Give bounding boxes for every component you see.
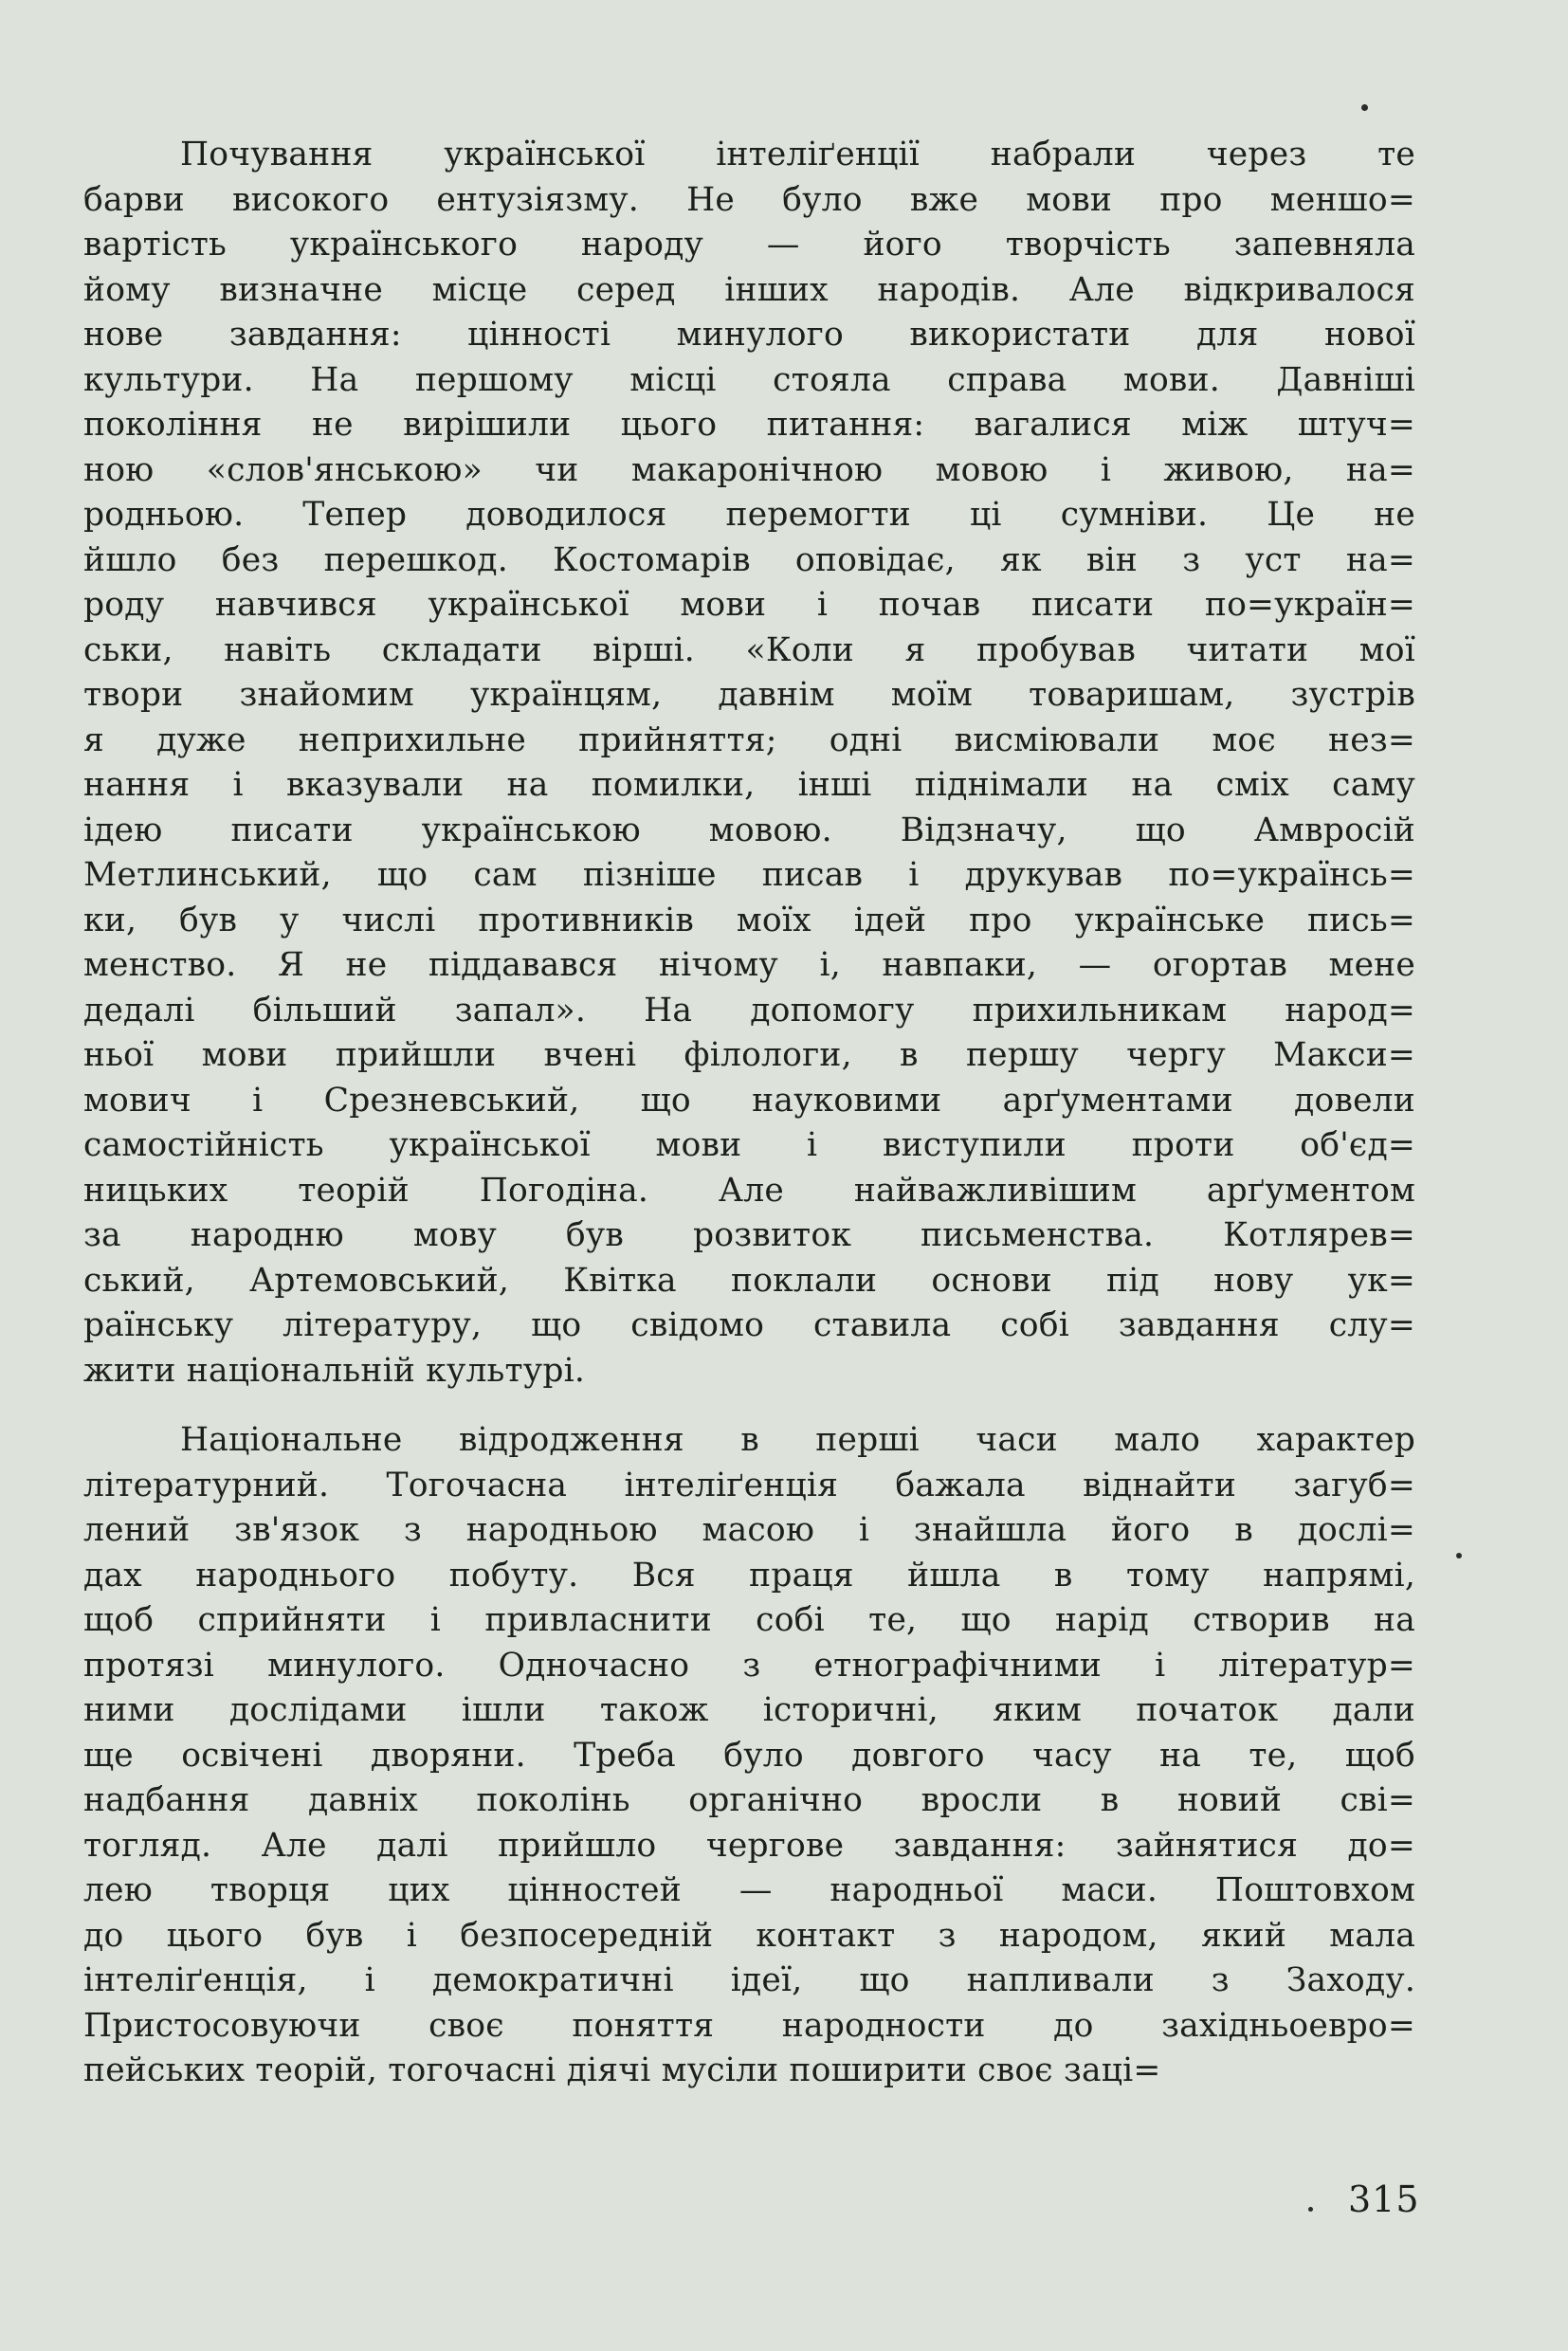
text-line: літературний. Тогочасна інтеліґенція бажала віднайти загуб=	[83, 1466, 1415, 1504]
text-line: тогляд. Але далі прийшло чергове завдання: зайнятися до=	[83, 1826, 1415, 1865]
text-line: ною «слов'янською» чи макаронічною мовою і живою, на=	[83, 450, 1415, 489]
ink-speck	[1308, 2207, 1313, 2212]
page-number: 315	[1348, 2178, 1420, 2220]
text-line: лею творця цих цінностей — народньої маси. Поштовхом	[83, 1871, 1415, 1909]
text-line: до цього був і безпосередній контакт з народом, який мала	[83, 1916, 1415, 1955]
text-line: Національне відродження в перші часи мало характер	[180, 1421, 1415, 1459]
text-line: ськи, навіть складати вірші. «Коли я пробував читати мої	[83, 630, 1415, 669]
text-line: надбання давніх поколінь органічно вросли в новий сві=	[83, 1781, 1415, 1819]
text-line: вартість українського народу — його творчість запевняла	[83, 226, 1415, 264]
text-line: лений зв'язок з народньою масою і знайшла його в дослі=	[83, 1511, 1415, 1549]
text-line: роду навчився української мови і почав писати по=україн=	[83, 586, 1415, 624]
ink-speck	[1456, 1553, 1462, 1558]
text-line: нання і вказували на помилки, інші піднімали на сміх саму	[83, 766, 1415, 804]
text-line: йшло без перешкод. Костомарів оповідає, як він з уст на=	[83, 540, 1415, 579]
text-line: ними дослідами ішли також історичні, яким початок дали	[83, 1691, 1415, 1729]
text-line: пейських теорій, тогочасні діячі мусіли поширити своє заці=	[83, 2051, 1161, 2089]
text-line: Метлинський, що сам пізніше писав і друкував по=українсь=	[83, 856, 1415, 894]
text-line: ницьких теорій Погодіна. Але найважливішим арґументом	[83, 1171, 1415, 1210]
ink-speck	[1361, 104, 1368, 111]
text-line: ки, був у числі противників моїх ідей про українське пись=	[83, 901, 1415, 939]
text-line: твори знайомим українцям, давнім моїм товаришам, зустрів	[83, 676, 1415, 714]
text-line: родньою. Тепер доводилося перемогти ці сумніви. Це не	[83, 496, 1415, 534]
text-line: Почування української інтеліґенції набрали через те	[180, 136, 1415, 173]
text-line: нове завдання: цінності минулого використати для нової	[83, 316, 1415, 354]
text-line: інтеліґенція, і демократичні ідеї, що напливали з Заходу.	[83, 1961, 1415, 1999]
text-line: раїнську літературу, що свідомо ставила собі завдання слу=	[83, 1306, 1415, 1344]
text-line: протязі минулого. Одночасно з етнографічними і літератур=	[83, 1646, 1415, 1685]
text-line: я дуже неприхильне прийняття; одні висміювали моє нез=	[83, 720, 1415, 759]
text-line: йому визначне місце серед інших народів. Але відкривалося	[83, 270, 1415, 309]
paragraph-1	[83, 133, 1415, 1394]
paragraph-gap	[83, 1394, 1415, 1418]
text-line: за народню мову був розвиток письменства. Котлярев=	[83, 1216, 1415, 1254]
text-line: мович і Срезневський, що науковими арґументами довели	[83, 1081, 1415, 1120]
body-text	[83, 133, 1415, 2094]
text-line: покоління не вирішили цього питання: вагалися між штуч=	[83, 406, 1415, 444]
paragraph-2	[83, 1418, 1415, 2094]
text-line: ський, Артемовський, Квітка поклали основи під нову ук=	[83, 1261, 1415, 1300]
text-line: культури. На першому місці стояла справа мови. Давніші	[83, 360, 1415, 399]
text-line: дах народнього побуту. Вся праця йшла в тому напрямі,	[83, 1556, 1415, 1595]
text-line: ньої мови прийшли вчені філологи, в першу чергу Макси=	[83, 1036, 1415, 1074]
text-line: барви високого ентузіязму. Не було вже мови про меншо=	[83, 180, 1415, 219]
text-line: ідею писати українською мовою. Відзначу, що Амвросій	[83, 811, 1415, 849]
text-line: дедалі більший запал». На допомогу прихильникам народ=	[83, 991, 1415, 1030]
text-line: щоб сприйняти і привласнити собі те, що нарід створив на	[83, 1601, 1415, 1639]
text-line: жити національній культурі.	[83, 1351, 586, 1390]
text-line: самостійність української мови і виступили проти об'єд=	[83, 1126, 1415, 1164]
text-line: ще освічені дворяни. Треба було довгого часу на те, щоб	[83, 1736, 1415, 1775]
text-line: Пристосовуючи своє поняття народности до західньоевро=	[83, 2006, 1415, 2045]
text-line: менство. Я не піддавався нічому і, навпаки, — огортав мене	[83, 946, 1415, 984]
